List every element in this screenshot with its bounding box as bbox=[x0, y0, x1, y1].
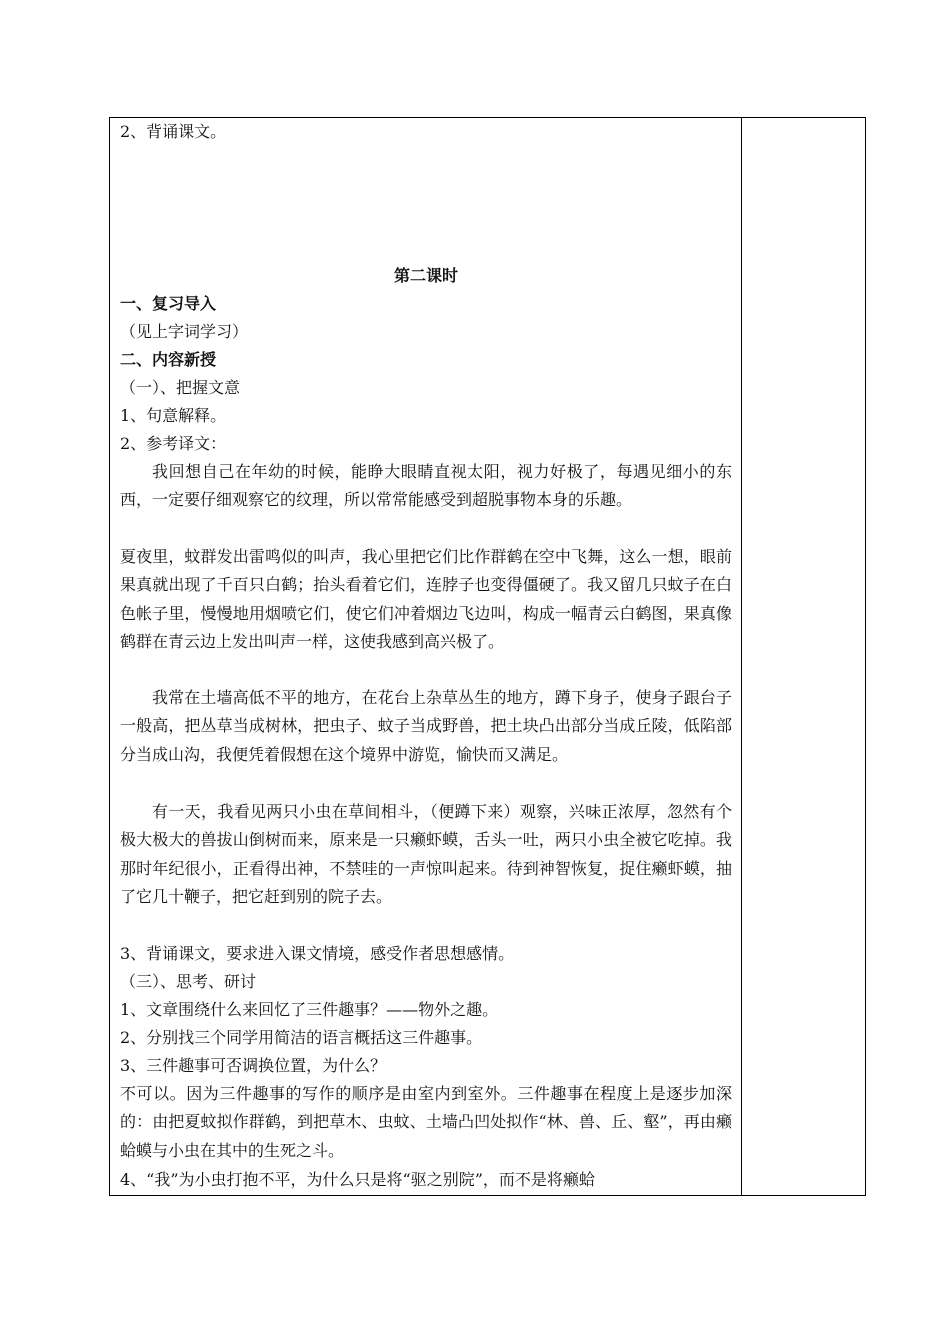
question-3: 3、三件趣事可否调换位置，为什么？ bbox=[120, 1056, 387, 1075]
recite-item: 2、背诵课文。 bbox=[120, 122, 227, 141]
content-cell bbox=[110, 118, 742, 1195]
item-recite-requirement: 3、背诵课文，要求进入课文情境，感受作者思想感情。 bbox=[120, 944, 515, 963]
translation-paragraph-4: 有一天，我看见两只小虫在草间相斗，（便蹲下来）观察，兴味正浓厚，忽然有个极大极大的兽拔山倒树而来，原来是一只癞虾蟆，舌头一吐，两只小虫全被它吃掉。我那时年纪很小，正看得出神，不禁哇的一声惊叫起来。待到神智恢复，捉住癞虾蟆，抽了它几十鞭子，把它赶到别的院子去。 bbox=[120, 802, 732, 906]
subsection-discussion: （三）、思考、研讨 bbox=[120, 972, 257, 991]
translation-paragraph-3: 我常在土墙高低不平的地方，在花台上杂草丛生的地方，蹲下身子，使身子跟台子一般高，把丛草当成树林，把虫子、蚊子当成野兽，把土块凸出部分当成丘陵，低陷部分当成山沟，我便凭着假想在这个境界中游览，愉快而又满足。 bbox=[120, 688, 732, 764]
section-heading-new-content: 二、内容新授 bbox=[120, 350, 217, 369]
translation-paragraph-1: 我回想自己在年幼的时候，能睁大眼睛直视太阳，视力好极了，每遇见细小的东西，一定要仔细观察它的纹理，所以常常能感受到超脱事物本身的乐趣。 bbox=[120, 462, 732, 510]
item-sentence-explanation: 1、句意解释。 bbox=[120, 406, 227, 425]
question-1: 1、文章围绕什么来回忆了三件趣事？——物外之趣。 bbox=[120, 1000, 499, 1019]
lesson-plan-table bbox=[109, 117, 866, 1196]
subsection-meaning: （一）、把握文意 bbox=[120, 378, 241, 397]
item-reference-translation: 2、参考译文： bbox=[120, 434, 227, 453]
lesson-title: 第二课时 bbox=[393, 266, 458, 285]
question-2: 2、分别找三个同学用简洁的语言概括这三件趣事。 bbox=[120, 1028, 483, 1047]
question-4: 4、“我”为小虫打抱不平，为什么只是将“驱之别院”，而不是将癞蛤 bbox=[120, 1170, 595, 1189]
review-note: （见上字词学习） bbox=[120, 322, 249, 341]
notes-cell bbox=[742, 118, 865, 1195]
section-heading-review: 一、复习导入 bbox=[120, 294, 217, 313]
translation-paragraph-2: 夏夜里，蚊群发出雷鸣似的叫声，我心里把它们比作群鹤在空中飞舞，这么一想，眼前果真就出现了千百只白鹤；抬头看着它们，连脖子也变得僵硬了。我又留几只蚊子在白色帐子里，慢慢地用烟喷它们，使它们冲着烟边飞边叫，构成一幅青云白鹤图，果真像鹤群在青云边上发出叫声一样，这使我感到高兴极了。 bbox=[120, 547, 732, 651]
answer-3: 不可以。因为三件趣事的写作的顺序是由室内到室外。三件趣事在程度上是逐步加深的：由把夏蚊拟作群鹤，到把草木、虫蚊、土墙凸凹处拟作“林、兽、丘、壑”，再由癞蛤蟆与小虫在其中的生死之斗。 bbox=[120, 1084, 732, 1160]
